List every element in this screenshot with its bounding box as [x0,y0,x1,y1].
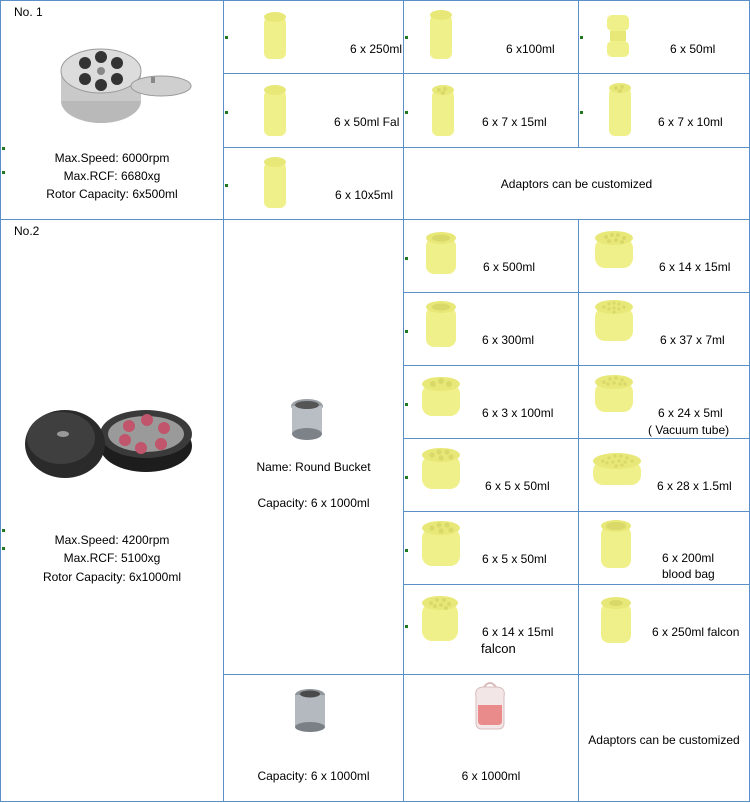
adaptor-sublabel: blood bag [662,567,715,581]
adaptor-block-icon [591,451,643,491]
rotor2-image [1,220,225,803]
adaptor-label: 6 x 200ml [662,551,715,565]
rotor1-adaptor-cell [403,73,579,148]
tube-adaptor-icon [262,156,292,212]
rotor2-info-cell [0,219,224,802]
rotor2-note-cell [578,674,750,802]
rotor2-spec-rcf: Max.RCF: 5100xg [63,551,161,565]
rotor2-adaptor-cell [578,511,750,585]
adaptor-label: 6 x 37 x 7ml [660,333,725,347]
adaptor-label: 6 x 50ml Fal [334,115,400,129]
cell-marker [2,147,5,150]
rotor1-adaptor-cell [578,0,750,74]
customize-note: Adaptors can be customized [500,177,653,191]
cell-marker [225,36,228,39]
adaptor-label: 6 x 7 x 10ml [658,115,723,129]
bucket-cell [223,219,404,675]
cell-marker [580,111,583,114]
adaptor-label: 6 x 250ml [350,42,403,56]
rotor2-adaptor-cell [403,219,579,293]
rotor1-adaptor-cell [223,0,404,74]
rotor1-adaptor-cell [403,0,579,74]
rotor2-adaptor-cell [403,438,579,512]
rotor1-spec-rcf: Max.RCF: 6680xg [63,169,161,183]
customize-note: Adaptors can be customized [588,733,740,747]
adaptor-label: 6 x 300ml [482,333,535,347]
adaptor-block-icon [420,447,462,495]
cell-marker [2,547,5,550]
cell-marker [405,36,408,39]
cell-marker [2,171,5,174]
rotor1-adaptor-cell [223,147,404,220]
cell-marker [2,529,5,532]
rotor1-adaptor-cell [223,73,404,148]
cell-marker [405,476,408,479]
tube-adaptor-icon [428,9,458,61]
rotor2-spec-capacity: Rotor Capacity: 6x1000ml [42,570,182,584]
rotor2-adaptor-cell [578,438,750,512]
rotor1-spec-capacity: Rotor Capacity: 6x500ml [46,187,178,201]
adaptor-label: 6 x 28 x 1.5ml [657,479,732,493]
adaptor-label: 6 x 7 x 15ml [482,115,547,129]
tube-adaptor-icon [262,84,292,140]
adaptor-sublabel: falcon [481,641,516,656]
adaptor-block-icon [593,374,635,420]
tube-adaptor-icon [605,9,635,61]
rotor2-number: No.2 [14,224,40,238]
cell-marker [405,625,408,628]
blood-bag-capacity: 6 x 1000ml [461,769,521,783]
adaptor-block-icon [593,230,635,274]
round-bucket-icon [289,398,329,444]
rotor2-adaptor-cell [578,584,750,675]
adaptor-label: 6 x 50ml [670,42,716,56]
rotor2-adaptor-cell [578,292,750,366]
rotor2-spec-speed: Max.Speed: 4200rpm [54,533,170,547]
adaptor-sublabel: ( Vacuum tube) [648,423,730,437]
adaptor-block-icon [599,595,633,647]
rotor2-adaptor-cell [403,511,579,585]
bucket2-cell [223,674,404,802]
adaptor-label: 6 x 14 x 15ml [659,260,731,274]
adaptor-label: 6 x 14 x 15ml [482,625,554,639]
cell-marker [405,330,408,333]
cell-marker [405,257,408,260]
adaptor-block-icon [424,299,458,351]
cell-marker [405,403,408,406]
bucket-name: Name: Round Bucket [256,460,371,474]
rotor2-adaptor-cell [578,365,750,439]
oval-bucket-icon [292,687,332,735]
bucket2-capacity: Capacity: 6 x 1000ml [257,769,370,783]
rotor2-adaptor-cell [403,365,579,439]
adaptor-block-icon [420,595,460,647]
tube-adaptor-icon [262,11,292,63]
adaptor-label: 6 x 10x5ml [335,188,394,202]
adaptor-label: 6 x100ml [506,42,555,56]
cell-marker [580,36,583,39]
adaptor-label: 6 x 3 x 100ml [482,406,554,420]
adaptor-block-icon [420,520,462,572]
blood-bag-cell [403,674,579,802]
adaptor-label: 6 x 5 x 50ml [485,479,550,493]
cell-marker [225,184,228,187]
tube-adaptor-icon [430,84,460,140]
cell-marker [405,549,408,552]
cell-marker [225,111,228,114]
adaptor-label: 6 x 5 x 50ml [482,552,547,566]
blood-bag-icon [470,683,510,733]
rotor2-adaptor-cell [578,219,750,293]
rotor1-info-cell [0,0,224,220]
tube-adaptor-icon [607,82,637,138]
adaptor-block-icon [599,518,633,574]
adaptor-label: 6 x 24 x 5ml [658,406,723,420]
adaptor-label: 6 x 250ml falcon [652,625,740,639]
adaptor-block-icon [593,299,635,347]
adaptor-block-icon [420,376,462,424]
adaptor-block-icon [424,230,458,278]
adaptor-label: 6 x 500ml [483,260,536,274]
rotor1-note-cell [403,147,750,220]
cell-marker [405,111,408,114]
rotor2-adaptor-cell [403,292,579,366]
rotor1-spec-speed: Max.Speed: 6000rpm [54,151,170,165]
rotor1-number: No. 1 [14,5,43,19]
rotor1-adaptor-cell [578,73,750,148]
bucket-capacity: Capacity: 6 x 1000ml [257,496,370,510]
rotor2-adaptor-cell [403,584,579,675]
